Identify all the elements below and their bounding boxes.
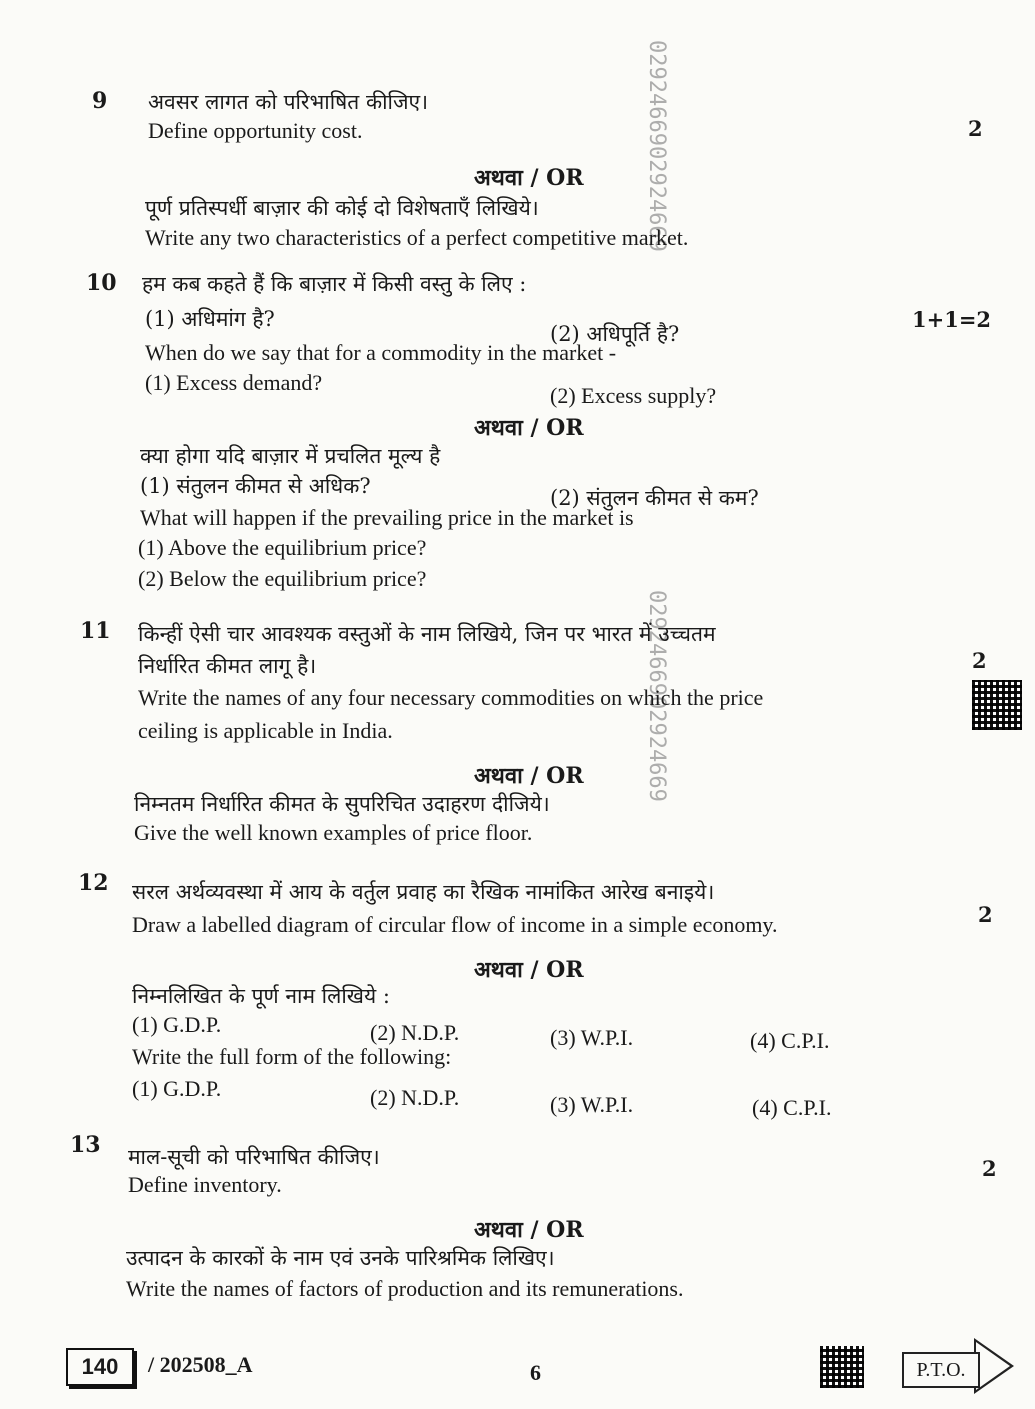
q11-number: 11 — [80, 618, 111, 644]
paper-code-box: 140 — [66, 1348, 134, 1386]
q13-alt-hindi: उत्पादन के कारकों के नाम एवं उनके पारिश्रमिक लिखिए। — [126, 1246, 555, 1270]
q13-marks: 2 — [982, 1156, 997, 1181]
q11-alt-hindi: निम्नतम निर्धारित कीमत के सुपरिचित उदाहरण दीजिये। — [134, 792, 550, 816]
q11-or: अथवा / OR — [474, 763, 584, 789]
q12-english: Draw a labelled diagram of circular flow of income in a simple economy. — [132, 912, 778, 937]
q13-or: अथवा / OR — [474, 1217, 584, 1243]
q9-hindi: अवसर लागत को परिभाषित कीजिए। — [148, 90, 429, 114]
q11-english-line1: Write the names of any four necessary commodities on which the price — [138, 685, 764, 710]
paper-id: / 202508_A — [148, 1352, 253, 1377]
pto-label: P.T.O. — [902, 1352, 980, 1388]
q12-item-4-b: (4) C.P.I. — [752, 1095, 832, 1120]
qr-code-side — [972, 680, 1022, 730]
q11-alt-english: Give the well known examples of price floor. — [134, 820, 533, 845]
q12-item-1-a: (1) G.D.P. — [132, 1012, 222, 1037]
q9-number: 9 — [92, 88, 108, 114]
q10-alt-hindi-2: (2) संतुलन कीमत से कम? — [550, 486, 759, 510]
q10-alt-hindi-1: (1) संतुलन कीमत से अधिक? — [140, 474, 371, 498]
pto-arrow-inner — [976, 1342, 1010, 1390]
q12-alt-english: Write the full form of the following: — [132, 1044, 452, 1069]
q12-number: 12 — [78, 870, 109, 896]
qr-code-footer — [820, 1346, 864, 1388]
q10-hindi-2: (2) अधिपूर्ति है? — [550, 322, 680, 346]
q12-item-4-a: (4) C.P.I. — [750, 1028, 830, 1053]
q10-alt-hindi: क्या होगा यदि बाज़ार में प्रचलित मूल्य है — [140, 444, 441, 468]
q11-hindi-line1: किन्हीं ऐसी चार आवश्यक वस्तुओं के नाम लिखिये, जिन पर भारत में उच्चतम — [138, 622, 716, 646]
q12-hindi: सरल अर्थव्यवस्था में आय के वर्तुल प्रवाह का रैखिक नामांकित आरेख बनाइये। — [132, 880, 715, 904]
q12-item-2-a: (2) N.D.P. — [370, 1020, 460, 1045]
q12-or: अथवा / OR — [474, 957, 584, 983]
q10-alt-english-2: (2) Below the equilibrium price? — [138, 566, 427, 591]
q9-or: अथवा / OR — [474, 165, 584, 191]
q10-alt-english-1: (1) Above the equilibrium price? — [138, 535, 427, 560]
q13-english: Define inventory. — [128, 1172, 282, 1197]
q13-hindi: माल-सूची को परिभाषित कीजिए। — [128, 1145, 380, 1169]
q10-english-1: (1) Excess demand? — [145, 370, 323, 395]
q12-item-3-a: (3) W.P.I. — [550, 1025, 634, 1050]
watermark-strip-bottom: 0292466902924669 — [644, 590, 669, 802]
q11-marks: 2 — [972, 648, 987, 673]
q10-english-2: (2) Excess supply? — [550, 383, 717, 408]
q12-alt-hindi: निम्नलिखित के पूर्ण नाम लिखिये : — [132, 984, 390, 1008]
watermark-strip-top: 0292466902924669 — [644, 40, 669, 252]
q13-number: 13 — [70, 1132, 101, 1158]
q10-or: अथवा / OR — [474, 415, 584, 441]
q10-marks: 1+1=2 — [912, 307, 992, 332]
page-number: 6 — [530, 1360, 541, 1385]
q12-item-2-b: (2) N.D.P. — [370, 1085, 460, 1110]
q9-english: Define opportunity cost. — [148, 118, 363, 143]
q12-item-1-b: (1) G.D.P. — [132, 1076, 222, 1101]
q9-alt-hindi: पूर्ण प्रतिस्पर्धी बाज़ार की कोई दो विशेषताएँ लिखिये। — [145, 196, 539, 220]
q10-alt-english: What will happen if the prevailing price in the market is — [140, 505, 634, 530]
q11-hindi-line2: निर्धारित कीमत लागू है। — [138, 654, 317, 678]
q10-number: 10 — [86, 270, 117, 296]
q9-marks: 2 — [968, 116, 983, 141]
q11-english-line2: ceiling is applicable in India. — [138, 718, 393, 743]
q12-marks: 2 — [978, 902, 993, 927]
q10-hindi-1: (1) अधिमांग है? — [145, 307, 275, 331]
q10-english: When do we say that for a commodity in the market - — [145, 340, 617, 365]
q10-hindi: हम कब कहते हैं कि बाज़ार में किसी वस्तु के लिए : — [142, 272, 527, 296]
q9-alt-english: Write any two characteristics of a perfect competitive market. — [145, 225, 689, 250]
q13-alt-english: Write the names of factors of production and its remunerations. — [126, 1276, 684, 1301]
q12-item-3-b: (3) W.P.I. — [550, 1092, 634, 1117]
